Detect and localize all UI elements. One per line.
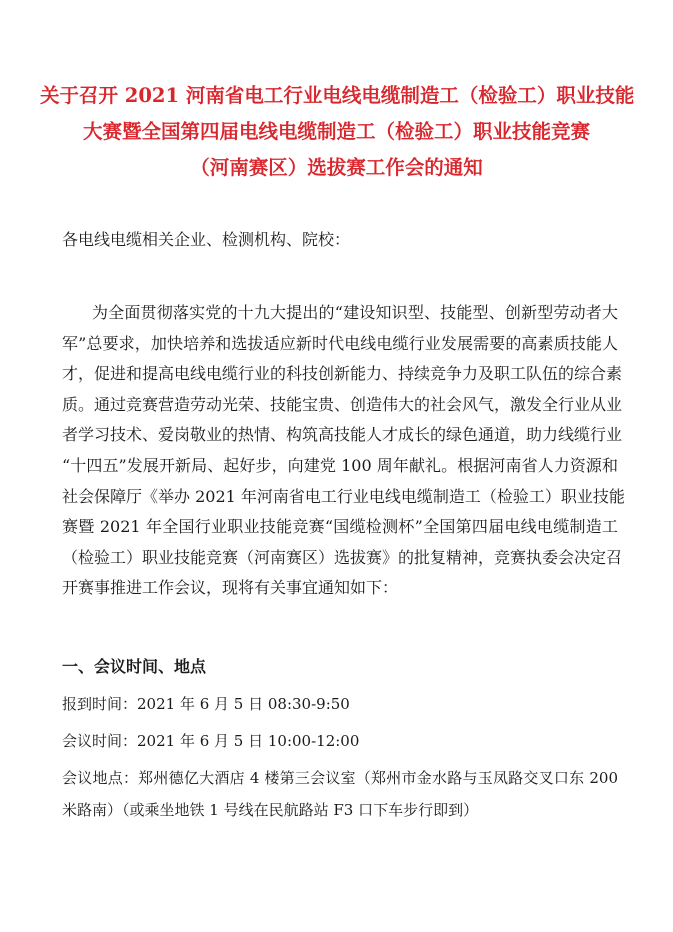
body-line: 社会保障厅《举办 2021 年河南省电工行业电线电缆制造工（检验工）职业技能: [62, 486, 625, 506]
body-line: 质。通过竞赛营造劳动光荣、技能宝贵、创造伟大的社会风气，激发全行业从业: [62, 394, 623, 414]
body-line: 赛暨 2021 年全国行业职业技能竞赛“国缆检测杯”全国第四届电线电缆制造工: [62, 517, 618, 537]
body-line: （检验工）职业技能竞赛（河南赛区）选拔赛》的批复精神，竞赛执委会决定召: [62, 547, 623, 567]
title-line-3: （河南赛区）选拔赛工作会的通知: [190, 156, 483, 179]
body-line: 军”总要求，加快培养和选拔适应新时代电线电缆行业发展需要的高素质技能人: [62, 333, 618, 353]
meeting-location-line-2: 米路南）（或乘坐地铁 1 号线在民航路站 F3 口下车步行即到）: [62, 801, 479, 819]
body-line: 为全面贯彻落实党的十九大提出的“建设知识型、技能型、创新型劳动者大: [92, 303, 618, 322]
meeting-location-line-1: 会议地点：郑州德亿大酒店 4 楼第三会议室（郑州市金水路与玉凤路交叉口东 200: [62, 769, 618, 787]
title-line-2: 大赛暨全国第四届电线电缆制造工（检验工）职业技能竞赛: [82, 120, 590, 143]
body-paragraph: [62, 298, 625, 604]
meeting-time: 会议时间：2021 年 6 月 5 日 10:00-12:00: [62, 732, 360, 750]
body-line: 开赛事推进工作会议，现将有关事宜通知如下：: [62, 578, 399, 598]
body-line: 者学习技术、爱岗敬业的热情、构筑高技能人才成长的绿色通道，助力线缆行业: [62, 425, 623, 445]
body-line: “十四五”发展开新局、起好步，向建党 100 周年献礼。根据河南省人力资源和: [62, 455, 618, 475]
checkin-time: 报到时间：2021 年 6 月 5 日 08:30-9:50: [62, 695, 350, 713]
section-heading: 一、会议时间、地点: [62, 657, 207, 676]
title-line-1: 关于召开 2021 河南省电工行业电线电缆制造工（检验工）职业技能: [40, 84, 635, 107]
body-line: 才，促进和提高电线电缆行业的科技创新能力、持续竞争力及职工队伍的综合素: [62, 364, 623, 384]
greeting: 各电线电缆相关企业、检测机构、院校：: [62, 230, 351, 249]
notice-title: [40, 78, 633, 186]
